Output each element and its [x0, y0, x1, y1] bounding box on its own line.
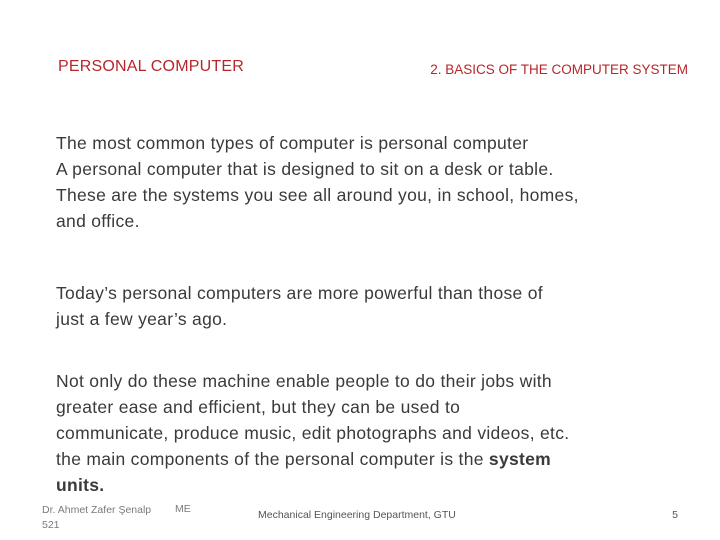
slide-title: PERSONAL COMPUTER — [58, 58, 244, 75]
footer-department: Mechanical Engineering Department, GTU — [258, 509, 456, 521]
text-line: Not only do these machine enable people to do their jobs with — [56, 371, 552, 391]
paragraph-intro — [56, 130, 683, 234]
footer-author — [42, 503, 162, 533]
text-line: and office. — [56, 211, 140, 231]
author-name: Dr. Ahmet Zafer Şenalp — [42, 504, 152, 516]
text-line — [56, 446, 683, 472]
text-line-part: the main components of the personal computer is the — [56, 449, 489, 469]
emphasis-text: units. — [56, 475, 105, 495]
paragraph-uses — [56, 368, 683, 498]
emphasis-text: system — [488, 449, 552, 469]
paragraph-power — [56, 280, 683, 332]
text-line: A personal computer that is designed to sit on a desk or table. — [56, 159, 554, 179]
text-line: These are the systems you see all around you, in school, homes, — [56, 185, 579, 205]
section-title: 2. BASICS OF THE COMPUTER SYSTEM — [430, 62, 688, 77]
footer-course: ME — [175, 503, 191, 515]
page-number: 5 — [672, 509, 678, 521]
text-line: communicate, produce music, edit photographs and videos, etc. — [56, 423, 570, 443]
text-line: just a few year’s ago. — [56, 309, 228, 329]
text-line: greater ease and efficient, but they can be used to — [56, 397, 461, 417]
course-code: 521 — [42, 519, 60, 531]
text-line: The most common types of computer is personal computer — [56, 133, 529, 153]
text-line: Today’s personal computers are more powerful than those of — [56, 283, 543, 303]
